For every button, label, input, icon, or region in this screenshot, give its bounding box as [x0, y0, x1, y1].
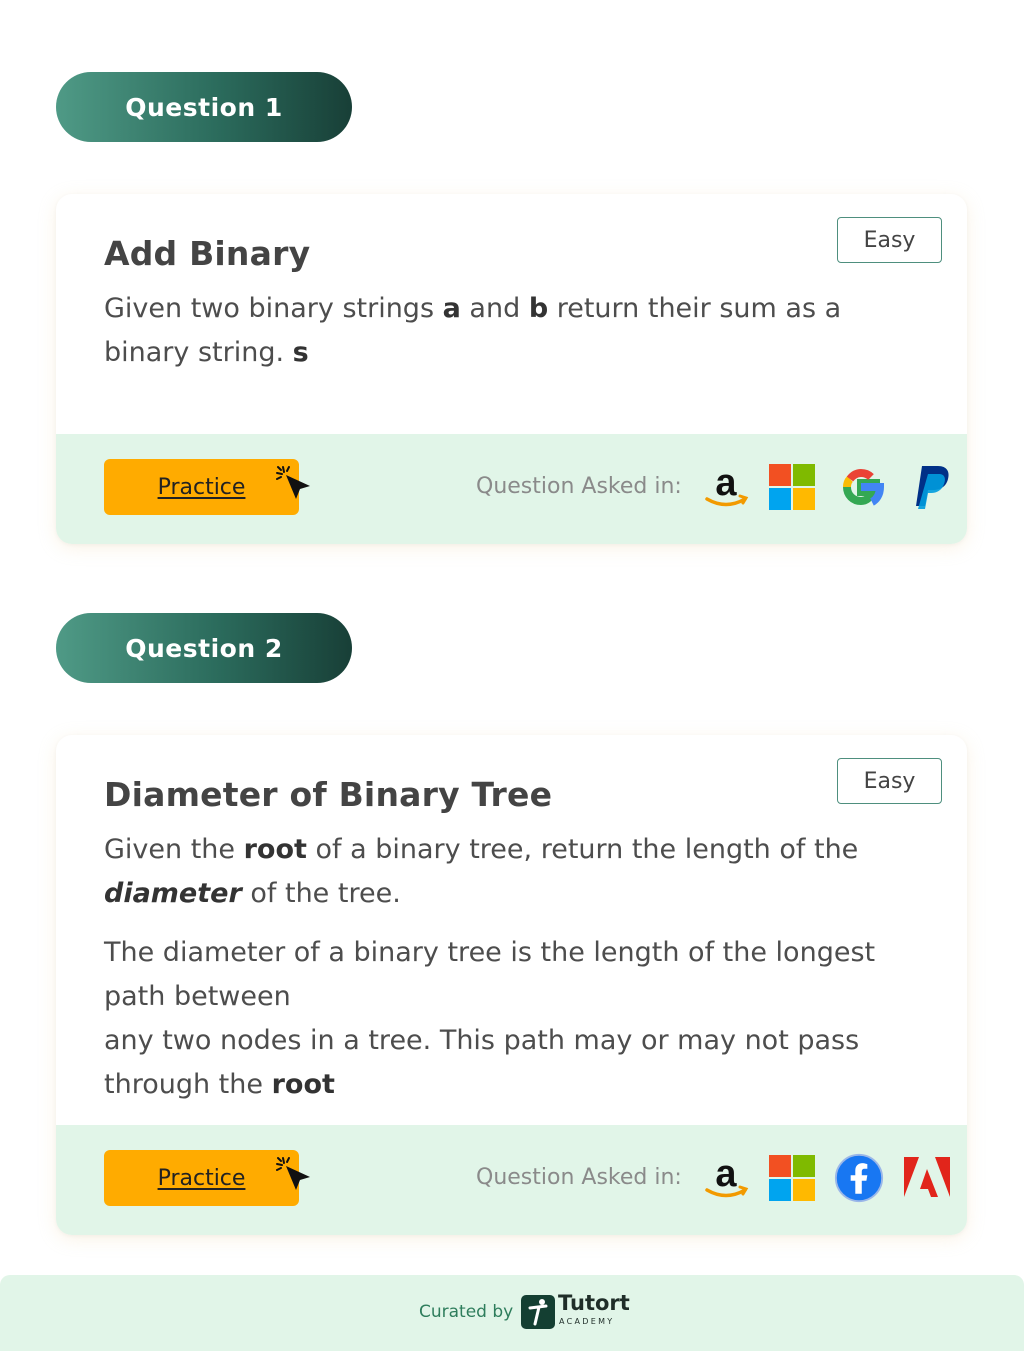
question-card [56, 735, 967, 1235]
curated-footer [0, 1275, 1024, 1351]
card-footer [56, 1125, 967, 1235]
brand-name: Tutort [558, 1291, 630, 1315]
cursor-click-icon [274, 1155, 314, 1195]
question-label-pill [56, 72, 352, 142]
question-card [56, 194, 967, 544]
cursor-click-icon [274, 464, 314, 504]
amazon-logo-icon [701, 462, 751, 512]
question-label: Question 2 [125, 633, 283, 663]
question-label: Question 1 [125, 92, 283, 122]
question-description: Given two binary strings a and b return their sum as a binary string. s [104, 293, 842, 368]
practice-button[interactable]: Practice [104, 1150, 299, 1206]
adobe-logo-icon [902, 1153, 952, 1203]
paypal-logo-icon [906, 462, 956, 512]
microsoft-logo-icon [767, 462, 817, 512]
practice-button[interactable]: Practice [104, 459, 299, 515]
question-asked-label: Question Asked in: [476, 474, 682, 499]
question-label-pill [56, 613, 352, 683]
question-description-detail: The diameter of a binary tree is the length of the longest path between any two nodes in a tree. This path may or may not pass through the root [104, 937, 876, 1100]
question-title: Add Binary [104, 234, 311, 273]
brand-subtitle: ACADEMY [559, 1317, 615, 1326]
card-footer [56, 434, 967, 544]
tutort-logo-icon [521, 1295, 555, 1329]
question-asked-label: Question Asked in: [476, 1165, 682, 1190]
svg-text:a: a [715, 462, 737, 504]
question-title: Diameter of Binary Tree [104, 775, 553, 814]
facebook-logo-icon [834, 1153, 884, 1203]
question-description: Given the root of a binary tree, return the length of the diameter of the tree. [104, 834, 859, 909]
difficulty-badge: Easy [837, 217, 942, 263]
microsoft-logo-icon [767, 1153, 817, 1203]
svg-text:a: a [715, 1153, 737, 1195]
amazon-logo-icon [701, 1153, 751, 1203]
difficulty-badge: Easy [837, 758, 942, 804]
google-logo-icon [836, 462, 886, 512]
curated-by-label: Curated by [419, 1302, 514, 1322]
